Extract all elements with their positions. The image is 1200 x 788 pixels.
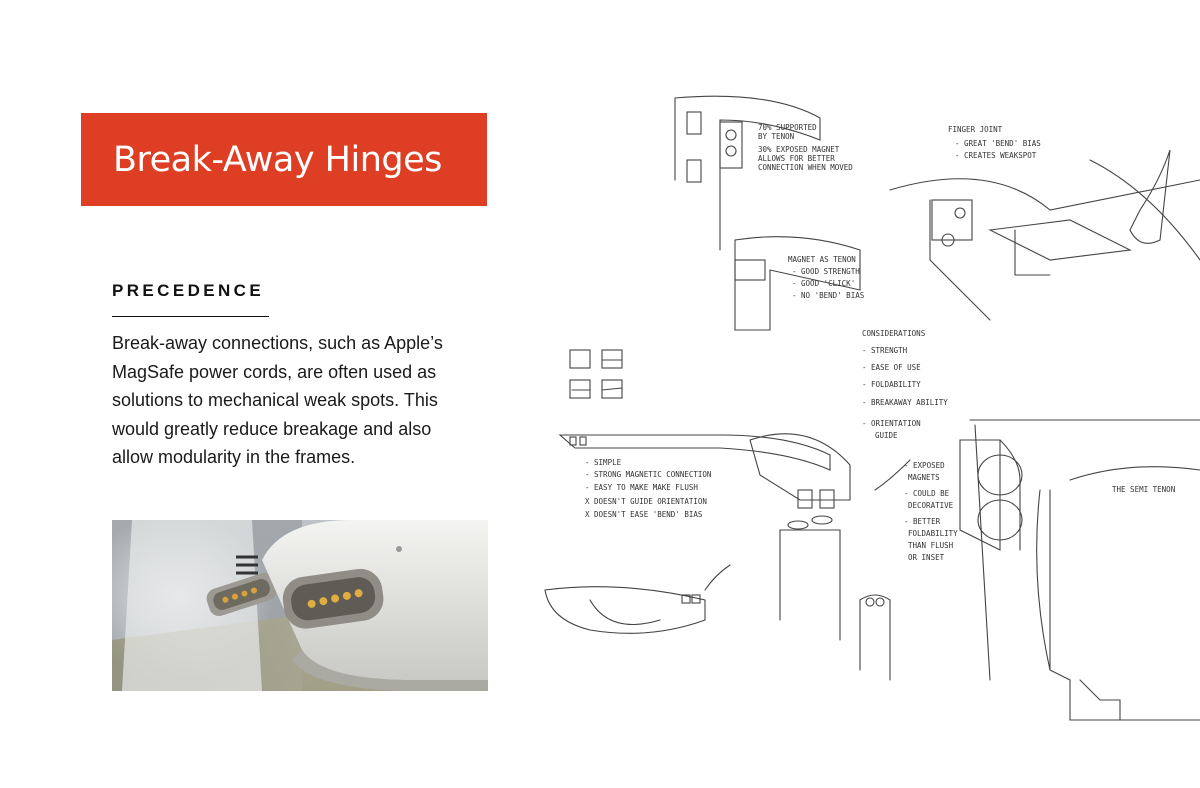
svg-text:THE SEMI TENON: THE SEMI TENON (1112, 485, 1176, 494)
svg-text:- SIMPLE: - SIMPLE (585, 458, 622, 467)
section-body: Break-away connections, such as Apple’s MagSafe power cords, are often used as solutions to mechanical weak spots. This would greatly reduce breakage and also allow modularity in the frames. (112, 333, 443, 467)
title-banner (81, 113, 487, 206)
svg-text:MAGNET AS TENON: MAGNET AS TENON (788, 255, 856, 264)
svg-text:- CREATES WEAKSPOT: - CREATES WEAKSPOT (955, 151, 1037, 160)
svg-text:- NO 'BEND' BIAS: - NO 'BEND' BIAS (792, 291, 865, 300)
svg-text:- GOOD 'CLICK': - GOOD 'CLICK' (792, 279, 856, 288)
svg-text:ALLOWS FOR BETTER: ALLOWS FOR BETTER (758, 154, 835, 163)
svg-text:BY TENON: BY TENON (758, 132, 795, 141)
svg-text:X DOESN'T EASE 'BEND' BIAS: X DOESN'T EASE 'BEND' BIAS (585, 510, 703, 519)
svg-text:- BREAKAWAY ABILITY: - BREAKAWAY ABILITY (862, 398, 948, 407)
svg-text:CONSIDERATIONS: CONSIDERATIONS (862, 329, 926, 338)
page-title: Break-Away Hinges (113, 139, 442, 180)
svg-text:- EASY TO MAKE MAKE FLUSH: - EASY TO MAKE MAKE FLUSH (585, 483, 698, 492)
svg-text:GUIDE: GUIDE (875, 431, 898, 440)
svg-text:- GOOD STRENGTH: - GOOD STRENGTH (792, 267, 860, 276)
hinge-sketches (530, 80, 1200, 740)
section-heading: PRECEDENCE (112, 281, 265, 300)
svg-text:70% SUPPORTED: 70% SUPPORTED (758, 123, 817, 132)
svg-text:- COULD BE: - COULD BE (904, 489, 950, 498)
svg-text:- BETTER: - BETTER (904, 517, 941, 526)
svg-text:- STRONG MAGNETIC CONNECTION: - STRONG MAGNETIC CONNECTION (585, 470, 712, 479)
section-divider (112, 316, 269, 317)
svg-text:- STRENGTH: - STRENGTH (862, 346, 908, 355)
svg-text:FINGER JOINT: FINGER JOINT (948, 125, 1003, 134)
svg-text:THAN FLUSH: THAN FLUSH (908, 541, 954, 550)
svg-text:- EXPOSED: - EXPOSED (904, 461, 945, 470)
svg-text:X DOESN'T GUIDE ORIENTATION: X DOESN'T GUIDE ORIENTATION (585, 497, 707, 506)
svg-text:DECORATIVE: DECORATIVE (908, 501, 954, 510)
svg-text:CONNECTION WHEN MOVED: CONNECTION WHEN MOVED (758, 163, 853, 172)
svg-text:- ORIENTATION: - ORIENTATION (862, 419, 921, 428)
svg-text:- EASE OF USE: - EASE OF USE (862, 363, 921, 372)
svg-text:30% EXPOSED MAGNET: 30% EXPOSED MAGNET (758, 145, 840, 154)
magsafe-photo (112, 520, 488, 691)
svg-text:FOLDABILITY: FOLDABILITY (908, 529, 958, 538)
svg-text:OR INSET: OR INSET (908, 553, 945, 562)
svg-text:- GREAT 'BEND' BIAS: - GREAT 'BEND' BIAS (955, 139, 1041, 148)
svg-text:- FOLDABILITY: - FOLDABILITY (862, 380, 921, 389)
svg-text:MAGNETS: MAGNETS (908, 473, 940, 482)
